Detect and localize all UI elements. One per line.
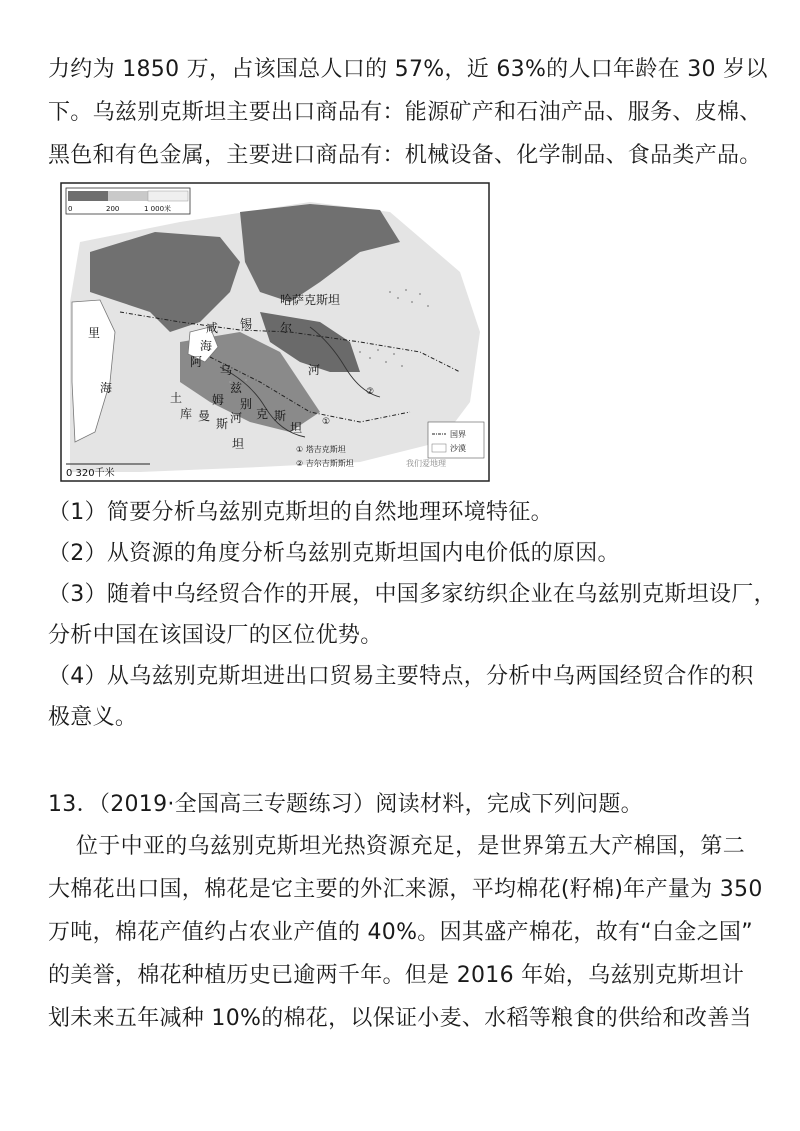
- label-caspian: 海: [100, 381, 113, 395]
- label-turkmenistan: 坦: [232, 437, 245, 451]
- q13-header: 13．（2019·全国高三专题练习）阅读材料，完成下列问题。: [48, 792, 643, 817]
- q13-line: 万吨，棉花产值约占农业产值的 40%。因其盛产棉花，故有“白金之国”: [48, 920, 753, 945]
- legend-swatch-mid: [108, 191, 148, 201]
- label-turkmenistan: 斯: [216, 417, 229, 431]
- label-kazakhstan: 哈萨克斯坦: [280, 293, 341, 307]
- legend-tick: 1 000米: [144, 205, 172, 213]
- legend-border-label: 国界: [450, 430, 466, 439]
- label-uzbekistan: 坦: [290, 421, 303, 435]
- label-aral: 海: [200, 339, 213, 353]
- legend-swatch-dark: [68, 191, 108, 201]
- question-1: （1）简要分析乌兹别克斯坦的自然地理环境特征。: [48, 500, 553, 525]
- label-amu: 河: [230, 411, 243, 425]
- map-figure: [60, 182, 490, 482]
- legend-swatch-light: [148, 191, 188, 201]
- label-marker-2: ②: [366, 387, 375, 397]
- elevation-legend: [66, 188, 190, 214]
- q13-line: 划未来五年减种 10%的棉花，以保证小麦、水稻等粮食的供给和改善当: [48, 1006, 752, 1031]
- label-uzbekistan: 乌: [220, 363, 233, 377]
- question-4-cont: 极意义。: [48, 705, 138, 730]
- label-syr: 尔: [280, 321, 293, 335]
- map-legend: [428, 422, 484, 458]
- scale-label: 0 320千米: [66, 468, 115, 479]
- paragraph-line: 下。乌兹别克斯坦主要出口商品有：能源矿产和石油产品、服务、皮棉、: [48, 100, 762, 125]
- question-4: （4）从乌兹别克斯坦进出口贸易主要特点，分析中乌两国经贸合作的积: [48, 664, 754, 689]
- q13-line: 大棉花出口国，棉花是它主要的外汇来源，平均棉花(籽棉)年产量为 350: [48, 877, 763, 902]
- question-3-cont: 分析中国在该国设厂的区位优势。: [48, 623, 383, 648]
- label-amu: 阿: [190, 355, 203, 369]
- legend-desert-symbol: [432, 444, 446, 452]
- label-uzbekistan: 兹: [230, 381, 243, 395]
- label-syr: 河: [308, 363, 321, 377]
- label-marker-1: ①: [322, 417, 331, 427]
- label-syr: 锡: [240, 317, 253, 331]
- legend-tick: 200: [106, 205, 120, 213]
- note-kyrgyzstan: ② 吉尔吉斯斯坦: [296, 459, 354, 468]
- central-asia-map: [60, 182, 490, 482]
- note-tajikistan: ① 塔吉克斯坦: [296, 445, 346, 454]
- label-amu: 姆: [212, 393, 225, 407]
- label-turkmenistan: 曼: [198, 409, 211, 423]
- q13-line: 位于中亚的乌兹别克斯坦光热资源充足，是世界第五大产棉国，第二: [76, 834, 746, 859]
- label-uzbekistan: 克: [256, 407, 269, 421]
- watermark: 我们爱地理: [406, 459, 446, 468]
- label-uzbekistan: 别: [240, 397, 253, 411]
- label-aral: 咸: [206, 321, 219, 335]
- label-turkmenistan: 土: [170, 391, 183, 405]
- label-caspian: 里: [88, 326, 101, 340]
- q13-line: 的美誉，棉花种植历史已逾两千年。但是 2016 年始，乌兹别克斯坦计: [48, 963, 745, 988]
- label-turkmenistan: 库: [180, 407, 193, 421]
- legend-desert-label: 沙漠: [450, 444, 466, 453]
- legend-tick: 0: [68, 205, 73, 213]
- paragraph-line: 黑色和有色金属，主要进口商品有：机械设备、化学制品、食品类产品。: [48, 143, 762, 168]
- question-3: （3）随着中乌经贸合作的开展，中国多家纺织企业在乌兹别克斯坦设厂，: [48, 582, 776, 607]
- label-uzbekistan: 斯: [274, 409, 287, 423]
- paragraph-line: 力约为 1850 万，占该国总人口的 57%，近 63%的人口年龄在 30 岁以: [48, 57, 768, 82]
- question-2: （2）从资源的角度分析乌兹别克斯坦国内电价低的原因。: [48, 541, 620, 566]
